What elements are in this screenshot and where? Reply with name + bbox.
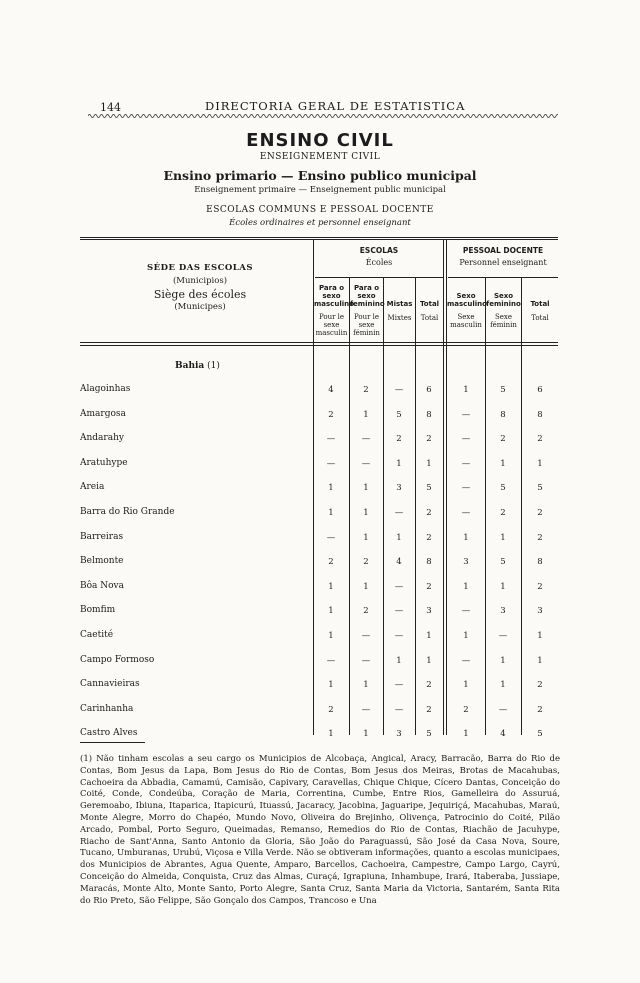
col-head-sexo-masc [447, 292, 485, 329]
municipio-name: Areia [80, 482, 105, 492]
table-cell: — [394, 508, 404, 518]
group-heading-pessoal-fr: Personnel enseignant [459, 258, 547, 267]
col-head-masc [314, 284, 354, 337]
table-cell: 1 [328, 582, 334, 592]
table-subtitle: Écoles ordinaires et personnel enseignant [229, 218, 411, 228]
table-cell: 5 [396, 410, 402, 420]
table-cell: 1 [426, 631, 432, 641]
table-cell: 2 [396, 434, 402, 444]
table-cell: 5 [500, 385, 506, 395]
table-cell: 1 [328, 631, 334, 641]
col-head-pt: Sexo feminino [486, 292, 521, 308]
col-head-fr: Total [420, 314, 439, 322]
municipio-name: Bôa Nova [80, 581, 125, 591]
table-cell: 8 [426, 557, 432, 567]
col-head-fr: Sexe masculin [450, 313, 482, 329]
table-cell: 1 [500, 656, 506, 666]
table-cell: 1 [328, 508, 334, 518]
municipio-name: Carinhanha [80, 704, 134, 714]
table-cell: 2 [537, 705, 543, 715]
col-head-pessoal-total [522, 300, 558, 322]
table-cell: 5 [537, 483, 543, 493]
group-heading-escolas [315, 245, 443, 269]
group-heading-pessoal [448, 245, 558, 269]
municipio-name: Campo Formoso [80, 655, 155, 665]
table-cell: — [394, 631, 404, 641]
table-cell: 8 [537, 410, 543, 420]
page-title: ENSINO CIVIL [246, 130, 394, 151]
table-cell: — [361, 459, 371, 469]
col-head-mistas [384, 300, 415, 322]
table-cell: — [326, 434, 336, 444]
group2-rule [448, 277, 558, 278]
table-cell: 3 [537, 606, 543, 616]
table-cell: 8 [537, 557, 543, 567]
stub-heading [120, 262, 280, 314]
col-head-total [416, 300, 443, 322]
table-cell: 1 [363, 533, 369, 543]
page-number: 144 [100, 101, 121, 114]
municipio-name: Aratuhype [80, 458, 128, 468]
col-rule [383, 278, 384, 735]
table-cell: 2 [537, 434, 543, 444]
footnote: (1) Não tinham escolas a seu cargo os Municipios de Alcobaça, Angical, Aracy, Barracão, Barra do Rio de Contas, Bom Jesus da Lapa, Bom Jesus do Rio de Contas, Bom Jesus dos Meiras, Brotas de Macahubas, Cachoeira da Abbadia, Camamú, Camisão, Capivary, Caravellas, Chique Chique, Cícero Dantas, Conceição do Coité, Conde, Condeúba, Coração de Maria, Correntina, Cumbe, Entre Rios, Gamelleira do Assuruá, Geremoabo, Ibiuna, Itaparica, Itapicurú, Ituassú, Jacaracy, Jacobina, Jaguaripe, Jequiriçá, Macahubas, Maraú, Monte Alegre, Morro do Chapéo, Mundo Novo, Oliveira do Brejinho, Olivença, Patrocinio do Coité, Pilão Arcado, Pombal, Porto Seguro, Queimadas, Remanso, Remedios do Rio de Contas, Riachão de Jacuhype, Riacho de Sant'Anna, Santo Antonio da Gloria, São João do Paraguassú, São José da Casa Nova, Soure, Tucano, Umburanas, Urubú, Viçosa e Villa Verde. Não se obtiveram informações, quanto a escolas municipaes, dos Municipios de Abrantes, Agua Quente, Amparo, Barcellos, Cachoeira, Campestre, Campo Largo, Cayrú, Conceição do Almeida, Conquista, Cruz das Almas, Curaçá, Igrapiuna, Inhambupe, Irará, Itaberaba, Jussiape, Maracás, Monte Alto, Monte Santo, Porto Alegre, Santa Cruz, Santa Maria da Victoria, Santarém, Santa Rita do Rio Preto, São Felippe, São Gonçalo dos Campos, Trancoso e Una [80, 754, 560, 906]
group1-rule [315, 277, 443, 278]
col-head-sexo-fem [486, 292, 521, 329]
table-cell: 1 [463, 680, 469, 690]
col-rule [521, 278, 522, 735]
table-cell: 5 [537, 729, 543, 739]
col-head-fem [350, 284, 383, 337]
table-cell: 2 [363, 557, 369, 567]
header-bottom-rule [80, 342, 558, 343]
table-top-rule-2 [80, 239, 558, 240]
table-cell: 1 [463, 582, 469, 592]
table-cell: 1 [328, 729, 334, 739]
table-cell: 1 [426, 656, 432, 666]
table-cell: 2 [537, 533, 543, 543]
table-cell: — [326, 459, 336, 469]
table-cell: 1 [426, 459, 432, 469]
table-cell: 1 [363, 729, 369, 739]
table-cell: 2 [463, 705, 469, 715]
group-heading-escolas-pt: ESCOLAS [359, 246, 399, 255]
table-cell: 2 [537, 582, 543, 592]
table-cell: 2 [426, 680, 432, 690]
table-cell: 1 [363, 680, 369, 690]
col-head-pt: Para o sexo masculino [314, 284, 354, 308]
table-cell: 1 [537, 631, 543, 641]
table-cell: 5 [500, 557, 506, 567]
table-cell: — [361, 631, 371, 641]
table-cell: 1 [328, 483, 334, 493]
col-head-fr: Total [531, 314, 549, 322]
col-head-pt: Sexo masculino [447, 292, 487, 308]
table-cell: 2 [426, 434, 432, 444]
col-head-fr: Pour le sexe féminin [353, 313, 380, 337]
table-cell: 1 [463, 729, 469, 739]
table-cell: 2 [363, 385, 369, 395]
table-cell: — [394, 680, 404, 690]
table-cell: 1 [463, 533, 469, 543]
table-title: ESCOLAS COMMUNS E PESSOAL DOCENTE [206, 205, 434, 215]
table-cell: 1 [537, 459, 543, 469]
table-cell: — [461, 483, 471, 493]
footnote-rule [80, 742, 145, 743]
table-cell: 1 [396, 459, 402, 469]
table-cell: 2 [328, 557, 334, 567]
table-cell: — [361, 434, 371, 444]
table-cell: 2 [537, 508, 543, 518]
table-cell: 1 [363, 483, 369, 493]
table-cell: 2 [363, 606, 369, 616]
page-subtitle: ENSEIGNEMENT CIVIL [259, 152, 381, 162]
table-cell: 8 [500, 410, 506, 420]
municipio-name: Cannavieiras [80, 679, 140, 689]
table-cell: — [461, 508, 471, 518]
table-cell: 6 [537, 385, 543, 395]
col-head-pt: Mistas [386, 300, 413, 308]
table-cell: 1 [537, 656, 543, 666]
stub-heading-pt: SÉDE DAS ESCOLAS [147, 263, 253, 273]
state-name: Bahia [175, 361, 205, 371]
table-cell: 2 [328, 410, 334, 420]
municipio-name: Caetité [80, 630, 114, 640]
municipio-name: Bomfim [80, 605, 116, 615]
table-cell: 1 [328, 680, 334, 690]
running-head: DIRECTORIA GERAL DE ESTATISTICA [205, 99, 466, 113]
municipio-name: Barreiras [80, 532, 124, 542]
municipio-name: Alagoinhas [80, 384, 131, 394]
table-cell: 2 [328, 705, 334, 715]
group-heading-pessoal-pt: PESSOAL DOCENTE [462, 246, 544, 255]
municipio-name: Amargosa [80, 409, 126, 419]
table-cell: 3 [500, 606, 506, 616]
table-cell: 1 [328, 606, 334, 616]
table-cell: 3 [463, 557, 469, 567]
table-cell: 1 [500, 533, 506, 543]
group-heading-escolas-fr: Écoles [365, 258, 393, 267]
municipio-name: Castro Alves [80, 728, 138, 738]
state-footnote-ref: (1) [207, 361, 220, 371]
table-cell: 5 [426, 729, 432, 739]
table-cell: — [361, 705, 371, 715]
table-cell: 1 [500, 582, 506, 592]
table-cell: 3 [426, 606, 432, 616]
col-head-pt: Total [530, 300, 550, 308]
col-head-fr: Mixtes [387, 314, 412, 322]
table-cell: 8 [426, 410, 432, 420]
table-cell: 2 [500, 434, 506, 444]
table-cell: 1 [396, 533, 402, 543]
table-cell: — [394, 606, 404, 616]
table-top-rule [80, 237, 558, 238]
table-cell: 1 [363, 508, 369, 518]
section-title: Ensino primario — Ensino publico municipal [163, 168, 477, 183]
table-cell: — [498, 631, 508, 641]
table-cell: — [461, 410, 471, 420]
table-cell: 2 [500, 508, 506, 518]
table-cell: 1 [463, 631, 469, 641]
table-cell: — [394, 705, 404, 715]
stub-heading-fr-sub: (Municipes) [174, 302, 226, 312]
col-head-fr: Sexe féminin [490, 313, 517, 329]
table-cell: — [326, 656, 336, 666]
table-cell: 4 [396, 557, 402, 567]
section-subtitle: Enseignement primaire — Enseignement public municipal [194, 185, 446, 195]
table-cell: 1 [500, 459, 506, 469]
stub-heading-fr: Siège des écoles [153, 288, 247, 301]
municipio-name: Belmonte [80, 556, 124, 566]
table-cell: — [394, 385, 404, 395]
table-cell: — [498, 705, 508, 715]
table-cell: — [394, 582, 404, 592]
table-cell: 2 [426, 533, 432, 543]
table-cell: 3 [396, 729, 402, 739]
col-head-fr: Pour le sexe masculin [315, 313, 348, 337]
stub-heading-pt-sub: (Municipios) [172, 276, 228, 286]
table-cell: 1 [363, 582, 369, 592]
col-rule [349, 278, 350, 735]
table-cell: 4 [328, 385, 334, 395]
table-cell: — [461, 459, 471, 469]
table-cell: — [461, 656, 471, 666]
table-cell: 2 [537, 680, 543, 690]
wavy-rule [88, 112, 558, 120]
table-cell: 6 [426, 385, 432, 395]
table-cell: 1 [500, 680, 506, 690]
table-cell: 1 [396, 656, 402, 666]
municipio-name: Barra do Rio Grande [80, 507, 175, 517]
table-cell: 2 [426, 582, 432, 592]
col-rule [443, 240, 444, 735]
table-cell: 1 [463, 385, 469, 395]
table-cell: — [461, 606, 471, 616]
table-cell: — [461, 434, 471, 444]
table-cell: — [326, 533, 336, 543]
col-head-pt: Para o sexo feminino [350, 284, 385, 308]
col-rule [485, 278, 486, 735]
table-cell: 5 [426, 483, 432, 493]
table-cell: 5 [500, 483, 506, 493]
state-label [175, 361, 220, 371]
table-cell: 3 [396, 483, 402, 493]
col-head-pt: Total [419, 300, 440, 308]
municipio-name: Andarahy [80, 433, 124, 443]
table-cell: 2 [426, 508, 432, 518]
table-cell: 4 [500, 729, 506, 739]
table-cell: — [361, 656, 371, 666]
table-cell: 1 [363, 410, 369, 420]
table-cell: 2 [426, 705, 432, 715]
col-rule [415, 278, 416, 735]
header-bottom-rule-2 [80, 345, 558, 346]
